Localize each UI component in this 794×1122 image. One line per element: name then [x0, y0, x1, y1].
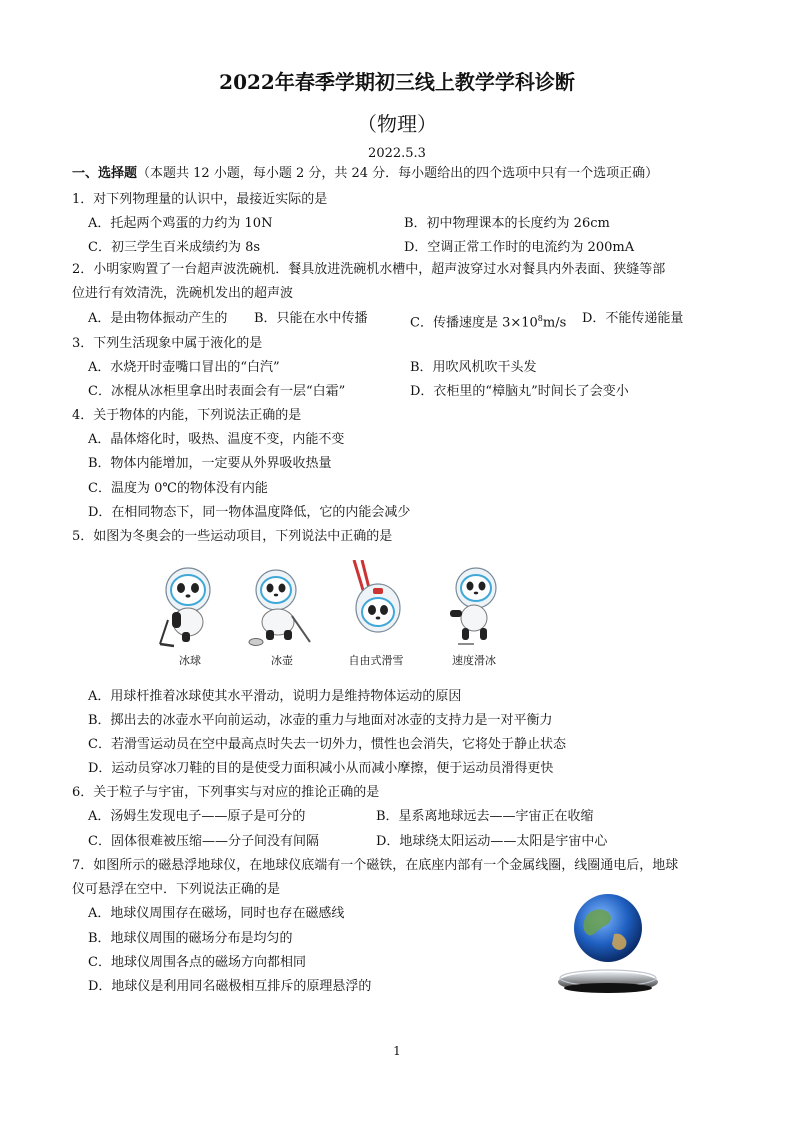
speed-skating-mascot-image [438, 560, 510, 650]
freestyle-skiing-mascot-image [340, 560, 412, 650]
caption-curling: 冰壶 [271, 654, 293, 667]
question-5-option-b: B．掷出去的冰壶水平向前运动，冰壶的重力与地面对冰壶的支持力是一对平衡力 [88, 713, 553, 728]
question-6-option-a: A．汤姆生发现电子——原子是可分的 [88, 809, 306, 824]
question-6-stem: 6．关于粒子与宇宙，下列事实与对应的推论正确的是 [72, 785, 380, 800]
option-c-text: C．传播速度是 3×10 [410, 315, 538, 331]
question-1-stem: 1．对下列物理量的认识中，最接近实际的是 [72, 192, 328, 207]
question-3-option-d: D．衣柜里的“樟脑丸”时间长了会变小 [410, 384, 629, 399]
question-4-option-c: C．温度为 0℃的物体没有内能 [88, 481, 268, 496]
page-subtitle: （物理） [357, 112, 437, 136]
question-7-option-c: C．地球仪周围各点的磁场方向都相同 [88, 955, 306, 970]
question-5-option-c: C．若滑雪运动员在空中最高点时失去一切外力，惯性也会消失，它将处于静止状态 [88, 737, 566, 752]
exam-date: 2022.5.3 [368, 146, 426, 161]
question-6-option-c: C．固体很难被压缩——分子间没有间隔 [88, 834, 319, 849]
maglev-globe-image [552, 888, 664, 998]
page-number: 1 [393, 1044, 401, 1058]
question-7-option-b: B．地球仪周围的磁场分布是均匀的 [88, 931, 293, 946]
question-1-option-c: C．初三学生百米成绩约为 8s [88, 240, 261, 255]
page-title: 2022年春季学期初三线上教学学科诊断 [219, 70, 575, 94]
question-1-option-d: D．空调正常工作时的电流约为 200mA [404, 240, 635, 255]
question-3-stem: 3．下列生活现象中属于液化的是 [72, 336, 263, 351]
question-2-stem-line-2: 位进行有效清洗，洗碗机发出的超声波 [72, 286, 294, 301]
question-1-option-a: A．托起两个鸡蛋的力约为 10N [88, 216, 273, 231]
question-2-stem-line-1: 2．小明家购置了一台超声波洗碗机．餐具放进洗碗机水槽中，超声波穿过水对餐具内外表面、狭缝等部 [72, 262, 666, 277]
question-7-option-a: A．地球仪周围存在磁场，同时也存在磁感线 [88, 906, 345, 921]
question-2-option-d: D．不能传递能量 [582, 311, 684, 326]
question-2-option-c [410, 311, 566, 331]
question-4-option-d: D．在相同物态下，同一物体温度降低，它的内能会减少 [88, 505, 411, 520]
question-5-stem: 5．如图为冬奥会的一些运动项目，下列说法中正确的是 [72, 529, 393, 544]
section-heading [72, 166, 658, 182]
ice-hockey-mascot-image [154, 560, 226, 650]
curling-mascot-image [246, 560, 318, 650]
caption-ice-hockey: 冰球 [179, 654, 201, 667]
caption-speed-skating: 速度滑冰 [452, 654, 496, 667]
question-2-option-b: B．只能在水中传播 [254, 311, 368, 326]
exponent: 8 [537, 314, 543, 323]
question-2-option-a: A．是由物体振动产生的 [88, 311, 228, 326]
question-1-option-b: B．初中物理课本的长度约为 26cm [404, 216, 610, 231]
question-3-option-b: B．用吹风机吹干头发 [410, 360, 537, 375]
question-5-option-d: D．运动员穿冰刀鞋的目的是使受力面积减小从而减小摩擦，便于运动员滑得更快 [88, 761, 554, 776]
question-6-option-b: B．星系离地球远去——宇宙正在收缩 [376, 809, 594, 824]
caption-freestyle-skiing: 自由式滑雪 [348, 654, 404, 667]
question-3-option-a: A．水烧开时壶嘴口冒出的“白汽” [88, 360, 280, 375]
option-c-unit: m/s [542, 315, 567, 331]
question-7-stem-line-1: 7．如图所示的磁悬浮地球仪，在地球仪底端有一个磁铁，在底座内部有一个金属线圈，线圈通电后，地球 [72, 858, 679, 873]
question-7-option-d: D．地球仪是利用同名磁极相互排斥的原理悬浮的 [88, 979, 372, 994]
question-3-option-c: C．冰棍从冰柜里拿出时表面会有一层“白霜” [88, 384, 346, 399]
section-title: 一、选择题 [72, 166, 138, 181]
question-4-option-a: A．晶体熔化时，吸热、温度不变，内能不变 [88, 432, 345, 447]
question-5-option-a: A．用球杆推着冰球使其水平滑动，说明力是维持物体运动的原因 [88, 689, 462, 704]
question-7-stem-line-2: 仪可悬浮在空中．下列说法正确的是 [72, 882, 281, 897]
section-description: （本题共 12 小题，每小题 2 分，共 24 分．每小题给出的四个选项中只有一个选项正确） [137, 166, 659, 181]
question-6-option-d: D．地球绕太阳运动——太阳是宇宙中心 [376, 834, 608, 849]
question-4-option-b: B．物体内能增加，一定要从外界吸收热量 [88, 456, 332, 471]
question-4-stem: 4．关于物体的内能，下列说法正确的是 [72, 408, 302, 423]
winter-olympics-figure [150, 560, 530, 670]
